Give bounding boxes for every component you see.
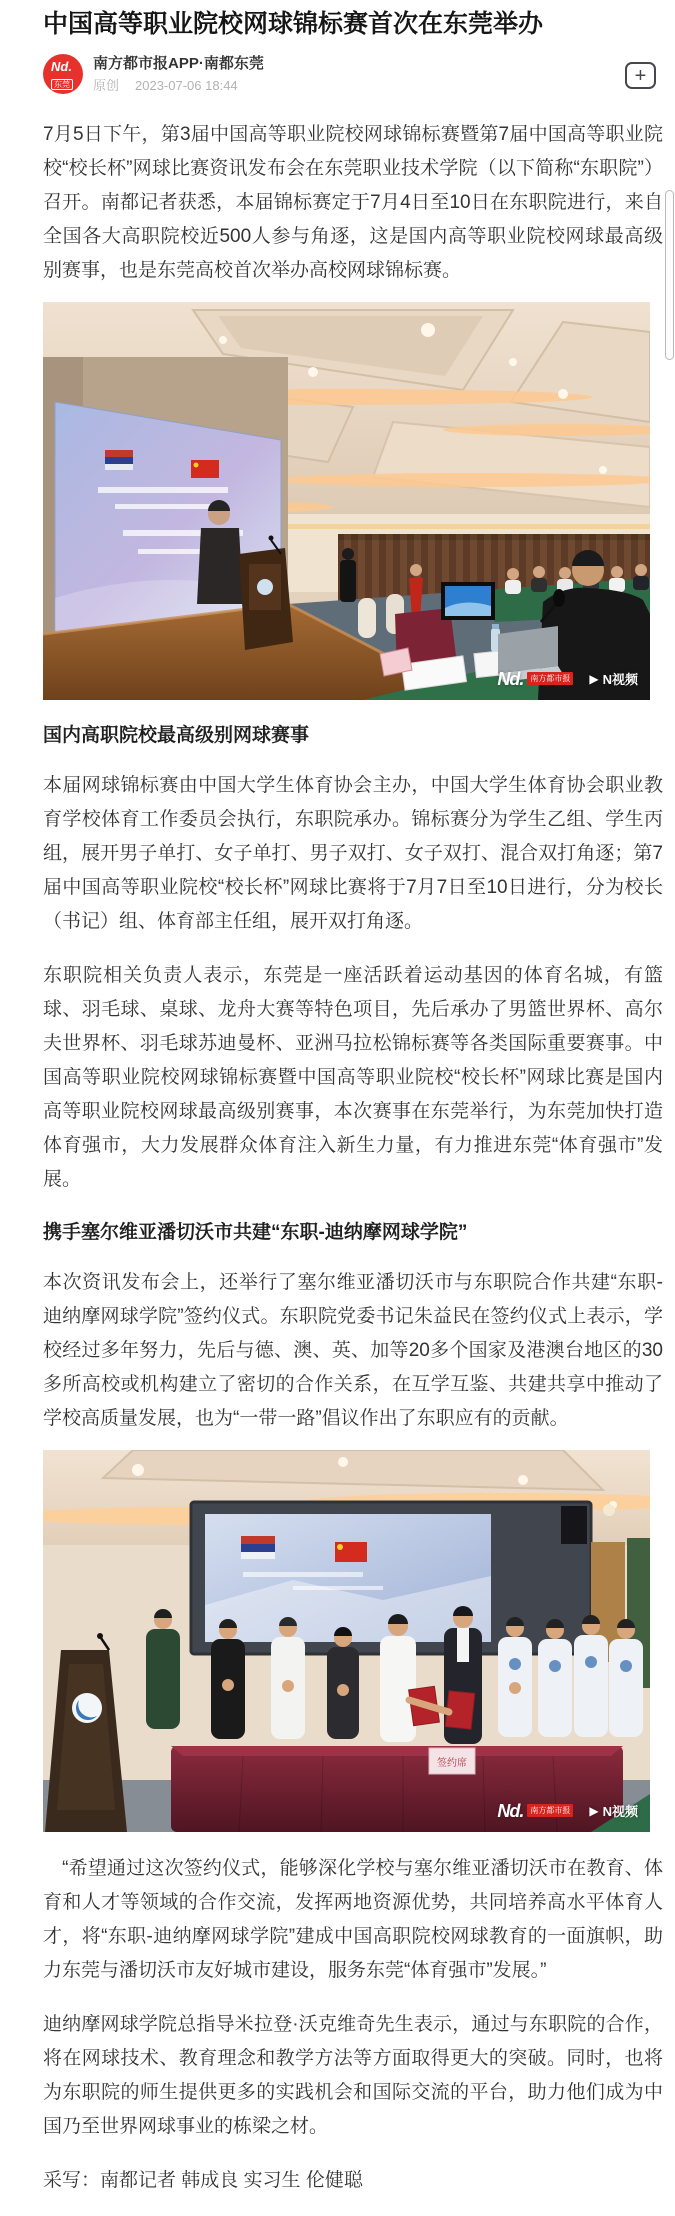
plus-icon: +	[634, 64, 647, 87]
watermark-brand-logo: Nd.	[497, 1800, 524, 1821]
article-photo-1[interactable]	[43, 302, 650, 700]
play-icon: ▶	[589, 1803, 599, 1818]
photo2-sign-card-label: 签约席	[437, 1758, 467, 1769]
byline	[43, 54, 663, 98]
article-photo-2[interactable]	[43, 1450, 650, 1832]
section2-paragraph-1: 本次资讯发布会上，还举行了塞尔维亚潘切沃市与东职院合作共建“东职-迪纳摩网球学院”签约仪式。东职院党委书记朱益民在签约仪式上表示，学校经过多年努力，先后与德、澳、英、加等20多个国家及港澳台地区的30多所高校或机构建立了密切的合作关系，在互学互鉴、共建共享中推动了学校高质量发展，也为“一带一路”倡议作出了东职应有的贡献。	[43, 1272, 663, 1429]
scrollbar-thumb[interactable]	[665, 190, 674, 360]
brand-logo-icon: Nd.	[51, 59, 72, 74]
play-icon: ▶	[589, 671, 599, 686]
section1-paragraph-2: 东职院相关负责人表示，东莞是一座活跃着运动基因的体育名城，有篮球、羽毛球、桌球、龙舟大赛等特色项目，先后承办了男篮世界杯、高尔夫世界杯、羽毛球苏迪曼杯、亚洲马拉松锦标赛等各类国际重要赛事。中国高等职业院校网球锦标赛暨中国高等职业院校“校长杯”网球比赛是国内高等职业院校网球最高级别赛事，本次赛事在东莞举行，为东莞加快打造体育强市，大力发展群众体育注入新生力量，有力推进东莞“体育强市”发展。	[43, 965, 663, 1190]
section2-quote-paragraph: “希望通过这次签约仪式，能够深化学校与塞尔维亚潘切沃市在教育、体育和人才等领域的合作交流，发挥两地资源优势，共同培养高水平体育人才，将“东职-迪纳摩网球学院”建成中国高职院校网球教育的一面旗帜，助力东莞与潘切沃市友好城市建设，服务东莞“体育强市”发展。”	[43, 1858, 663, 1981]
photo-watermark	[497, 1801, 638, 1820]
section2-heading: 携手塞尔维亚潘切沃市共建“东职-迪纳摩网球学院”	[43, 1222, 468, 1243]
page-title: 中国高等职业院校网球锦标赛首次在东莞举办	[43, 10, 544, 38]
section1-heading: 国内高职院校最高级别网球赛事	[43, 725, 310, 746]
photo-watermark	[497, 669, 638, 688]
photo1-illustration	[43, 302, 650, 700]
origin-badge: 原创	[93, 78, 120, 93]
publish-time: 2023-07-06 18:44	[135, 78, 238, 93]
watermark-partner: N视频	[602, 672, 638, 687]
follow-button[interactable]	[625, 62, 656, 89]
reporter-credit: 采写：南都记者 韩成良 实习生 伦健聪	[43, 2170, 363, 2191]
photo2-illustration	[43, 1450, 650, 1832]
section2-paragraph-2: 迪纳摩网球学院总指导米拉登·沃克维奇先生表示，通过与东职院的合作，将在网球技术、教育理念和教学方法等方面取得更大的突破。同时，也将为东职院的师生提供更多的实践机会和国际交流的平台，助力他们成为中国乃至世界网球事业的栋梁之材。	[43, 2014, 663, 2137]
watermark-partner: N视频	[602, 1804, 638, 1819]
watermark-brand-box: 南方都市报	[527, 1804, 573, 1817]
section1-paragraph-1: 本届网球锦标赛由中国大学生体育协会主办，中国大学生体育协会职业教育学校体育工作委员会执行，东职院承办。锦标赛分为学生乙组、学生丙组，展开男子单打、女子单打、男子双打、女子双打、混合双打角逐；第7届中国高等职业院校“校长杯”网球比赛将于7月7日至10日进行，分为校长（书记）组、体育部主任组，展开双打角逐。	[43, 775, 663, 932]
watermark-brand-box: 南方都市报	[527, 672, 573, 685]
source-name[interactable]: 南方都市报APP·南都东莞	[93, 55, 264, 72]
byline-text	[93, 54, 264, 93]
watermark-brand-logo: Nd.	[497, 668, 524, 689]
brand-region-badge: 东莞	[51, 79, 73, 90]
byline-meta	[93, 78, 264, 93]
paragraph-intro: 7月5日下午，第3届中国高等职业院校网球锦标赛暨第7届中国高等职业院校“校长杯”网球比赛资讯发布会在东莞职业技术学院（以下简称“东职院”）召开。南都记者获悉，本届锦标赛定于7月4日至10日在东职院进行，来自全国各大高职院校近500人参与角逐，这是国内高等职业院校网球最高级别赛事，也是东莞高校首次举办高校网球锦标赛。	[43, 124, 663, 281]
publisher-avatar[interactable]	[43, 54, 83, 94]
